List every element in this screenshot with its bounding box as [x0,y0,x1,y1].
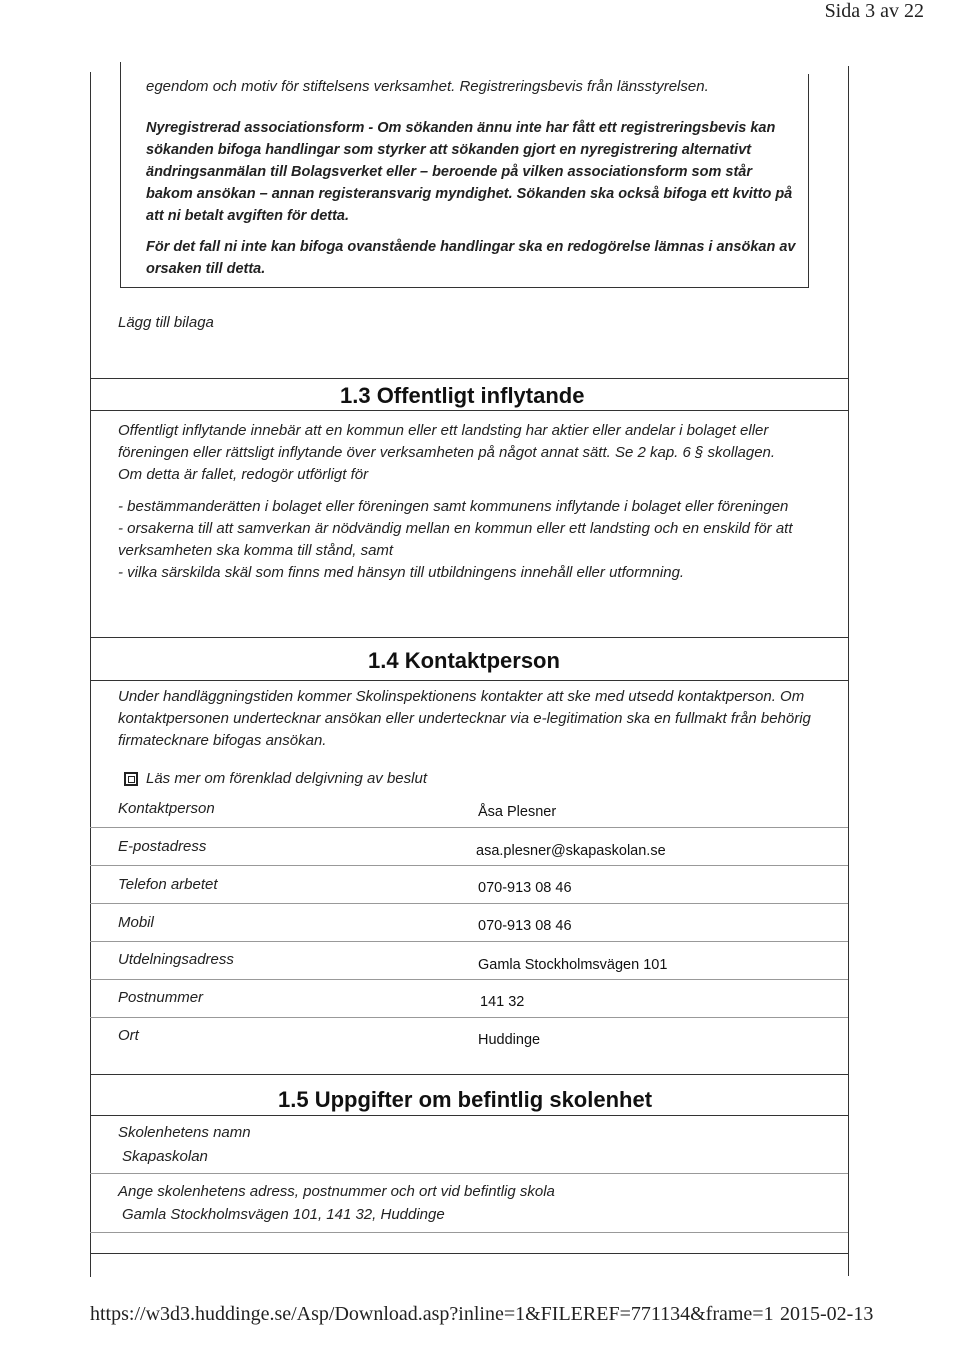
field-divider [90,827,848,828]
paragraph-line: firmatecknare bifogas ansökan. [118,732,327,749]
section-divider [90,410,848,411]
work-phone-field[interactable]: 070-913 08 46 [478,880,572,896]
school-name-field[interactable]: Skapaskolan [122,1148,208,1165]
paragraph-line: kontaktpersonen undertecknar ansökan eller undertecknar via e-legitimation ska en fullmakt från behörig [118,710,811,727]
box-paragraph-line: orsaken till detta. [146,261,266,277]
box-paragraph-line: För det fall ni inte kan bifoga ovanstående handlingar ska en redogörelse lämnas i ansökan av [146,239,796,255]
field-divider [90,1017,848,1018]
box-paragraph-line: bakom ansökan – annan registeransvarig myndighet. Sökanden ska också bifoga ett kvitto på [146,186,793,202]
postal-address-field[interactable]: Gamla Stockholmsvägen 101 [478,957,668,973]
box-left-border [120,62,121,288]
delivery-checkbox-row[interactable] [124,768,427,790]
page-number: Sida 3 av 22 [824,0,924,22]
list-item: verksamheten ska komma till stånd, samt [118,542,394,559]
email-label: E-postadress [118,838,207,855]
field-divider [90,903,848,904]
section-divider [90,378,848,379]
field-divider [90,865,848,866]
city-label: Ort [118,1027,139,1044]
school-name-label: Skolenhetens namn [118,1124,251,1141]
list-item: - orsakerna till att samverkan är nödvändig mellan en kommun eller ett landsting och en enskild för att [118,520,793,537]
field-divider [90,1173,848,1174]
section-1-4-paragraph [118,686,838,752]
list-item: - vilka särskilda skäl som finns med hänsyn till utbildningens innehåll eller utformning. [118,564,685,581]
section-1-5-heading: 1.5 Uppgifter om befintlig skolenhet [278,1087,653,1112]
section-1-4-heading: 1.4 Kontaktperson [368,648,560,673]
box-paragraph-explanation [146,236,806,280]
checkbox-label: Läs mer om förenklad delgivning av beslut [146,770,427,787]
mobile-field[interactable]: 070-913 08 46 [478,918,572,934]
right-border [848,66,849,1276]
box-bottom-border [120,287,808,288]
mobile-label: Mobil [118,914,154,931]
section-divider [90,1074,848,1075]
box-line-1: egendom och motiv för stiftelsens verksamhet. Registreringsbevis från länsstyrelsen. [146,78,709,95]
section-1-3-paragraph [118,420,828,486]
add-attachment-link[interactable]: Lägg till bilaga [118,314,214,331]
section-divider [90,637,848,638]
contact-person-label: Kontaktperson [118,800,215,817]
box-paragraph-line: ändringsanmälan till Bolagsverket eller – beroende på vilken associationsform som står [146,164,752,180]
postal-address-label: Utdelningsadress [118,951,234,968]
section-divider [90,1115,848,1116]
section-divider [90,680,848,681]
box-paragraph-line: sökanden bifoga handlingar som styrker att sökanden gjort en nyregistrering alternativt [146,142,752,158]
contact-person-field[interactable]: Åsa Plesner [478,804,557,820]
field-divider [90,1232,848,1233]
section-divider [90,1253,848,1254]
school-address-label: Ange skolenhetens adress, postnummer och ort vid befintlig skola [118,1183,555,1200]
section-1-3-heading: 1.3 Offentligt inflytande [340,383,585,408]
footer-date: 2015-02-13 [780,1303,874,1325]
email-field[interactable]: asa.plesner@skapaskolan.se [476,843,666,859]
paragraph-line: föreningen eller rättsligt inflytande över verksamheten på något annat sätt. Se 2 kap. 6 § skollagen. [118,444,776,461]
footer-url[interactable]: https://w3d3.huddinge.se/Asp/Download.asp?inline=1&FILEREF=771134&frame=1 [90,1303,774,1325]
box-paragraph-registration [146,117,806,227]
school-address-field[interactable]: Gamla Stockholmsvägen 101, 141 32, Huddinge [122,1206,445,1223]
left-border [90,72,91,1277]
postal-code-label: Postnummer [118,989,204,1006]
box-paragraph-line: att ni betalt avgiften för detta. [146,208,350,224]
section-1-3-list [118,496,838,584]
paragraph-line: Offentligt inflytande innebär att en kommun eller ett landsting har aktier eller andelar i bolaget eller [118,422,769,439]
field-divider [90,979,848,980]
list-item: - bestämmanderätten i bolaget eller föreningen samt kommunens inflytande i bolaget eller föreningen [118,498,789,515]
work-phone-label: Telefon arbetet [118,876,218,893]
checkbox-icon[interactable] [124,772,138,786]
paragraph-line: Under handläggningstiden kommer Skolinspektionens kontakter att ske med utsedd kontaktperson. Om [118,688,805,705]
city-field[interactable]: Huddinge [478,1032,541,1048]
postal-code-field[interactable]: 141 32 [480,994,525,1010]
paragraph-line: Om detta är fallet, redogör utförligt för [118,466,369,483]
field-divider [90,941,848,942]
box-right-border [808,74,809,288]
box-paragraph-line: Nyregistrerad associationsform - Om sökanden ännu inte har fått ett registreringsbevis kan [146,120,776,136]
